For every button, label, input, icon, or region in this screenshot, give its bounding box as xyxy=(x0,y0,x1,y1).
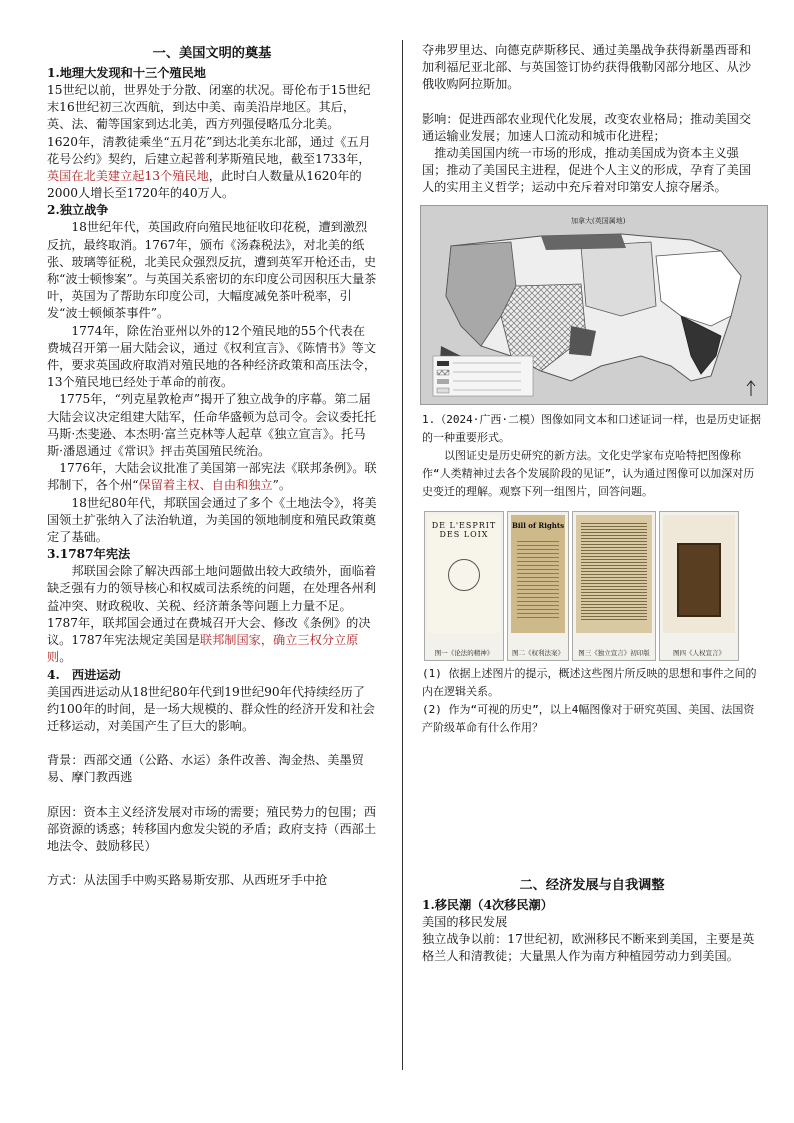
section1-title: 一、美国文明的奠基 xyxy=(152,46,272,61)
text: 邦联国会除了解决西部土地问题做出较大政绩外，面临着缺乏强有力的领导核心和权威司法系统的问题，在处理各州利益冲突、财政税收、关税、经济萧条等问题上力量不足。1787年，联邦国会通过在费城召开大会、修改《条例》的决议。1787年宪法规定美国是 xyxy=(47,564,377,648)
declaration-text-lines xyxy=(581,521,647,621)
text: 。 xyxy=(59,650,72,665)
parchment-text-lines xyxy=(517,538,559,618)
paragraph-immigration-detail: 独立战争以前：17世纪初，欧洲移民不断来到美国，主要是英格兰人和清教徒；大量黑人作为南方种植园劳动力到美国。 xyxy=(422,931,755,964)
highlight-sovereignty: 保留着主权、自由和独立 xyxy=(138,478,273,493)
highlight-13-colonies: 英国在北美建立起13个殖民地 xyxy=(47,169,209,184)
paragraph-mayflower xyxy=(47,134,377,203)
subheading-independence-war: 2.独立战争 xyxy=(47,203,109,218)
question-2: (2) 作为“可视的历史”，以上4幅图像对于研究英国、美国、法国资产阶级革命有什么作用？ xyxy=(422,702,755,734)
image-group xyxy=(424,511,762,661)
image-spirit-of-laws xyxy=(424,511,504,661)
highlight-federal: 联邦制国家，确立三权分立原则 xyxy=(47,633,359,665)
paragraph-reasons: 原因：资本主义经济发展对市场的需要；殖民势力的包围；西部资源的诱惑；转移国内愈发尖锐的矛盾；政府支持（西部土地法令、鼓励移民） xyxy=(47,804,377,853)
paragraph-influence-a: 影响：促进西部农业现代化发展，改变农业格局；推动美国交通运输业发展；加速人口流动和城市化进程； xyxy=(422,111,752,143)
book-title: DE L'ESPRIT DES LOIX xyxy=(431,520,497,539)
parchment-title: Bill of Rights xyxy=(511,520,565,530)
map-label-canada: 加拿大(英国属地) xyxy=(571,216,626,225)
paragraph-territory: 夺弗罗里达、向德克萨斯移民、通过美墨战争获得新墨西哥和加利福尼亚北部、与英国签订协约获得俄勒冈部分地区、从沙俄收购阿拉斯加。 xyxy=(422,43,752,92)
paragraph-constitution xyxy=(47,563,377,666)
question-1: (1) 依据上述图片的提示，概述这些图片所反映的思想和事件之间的内在逻辑关系。 xyxy=(422,666,757,698)
caption-pic4: 图四《人权宣言》 xyxy=(673,648,725,657)
question-intro: 1.（2024·广西·二模）图像如同文本和口述证词一样，也是历史证据的一种重要形式。 xyxy=(422,412,761,444)
paragraph-immigration-title: 美国的移民发展 xyxy=(422,914,508,929)
caption-pic1: 图一《论法的精神》 xyxy=(434,648,494,657)
territorial-expansion-map xyxy=(420,205,768,405)
emblem-icon xyxy=(448,559,480,591)
subheading-westward: 4. 西进运动 xyxy=(47,667,121,682)
paragraph-methods: 方式：从法国手中购买路易斯安那、从西班牙手中抢 xyxy=(47,873,328,888)
paragraph-westward: 美国西进运动从18世纪80年代到19世纪90年代持续经历了约100年的时间，是一场大规模的、群众性的经济开发和社会迁移运动，对美国产生了巨大的影响。 xyxy=(47,684,375,733)
image-bill-of-rights xyxy=(507,511,569,661)
paragraph-lexington: 1775年，“列克星敦枪声”揭开了独立战争的序幕。第二届大陆会议决定组建大陆军，任命华盛顿为总司令。会议委托托马斯·杰斐逊、本杰明·富兰克林等人起草《独立宣言》。托马斯·潘恩通过《常识》抨击英国殖民统治。 xyxy=(47,392,377,459)
declaration-document xyxy=(576,515,652,633)
paragraph-discovery: 15世纪以前，世界处于分散、闭塞的状况。哥伦布于15世纪末16世纪初三次西航，到达中美、南美沿岸地区。其后，英、法、葡等国家到达北美，西方列强侵略瓜分北美。 xyxy=(47,83,371,132)
text: 1776年，大陆会议批准了美国第一部宪法《联邦条例》。联邦制下，各个州“ xyxy=(47,461,377,493)
caption-pic3: 图三《独立宣言》初印版 xyxy=(578,648,650,657)
paragraph-background: 背景：西部交通（公路、水运）条件改善、淘金热、美墨贸易、摩门教西逃 xyxy=(47,753,364,785)
subheading-constitution: 3.1787年宪法 xyxy=(47,547,131,562)
paragraph-articles xyxy=(47,460,377,494)
map-graphic xyxy=(421,206,767,404)
section2 xyxy=(422,877,762,966)
text: ，此时白人数量从1620年的2000人增长至1720年的40万人。 xyxy=(47,169,362,201)
rights-tablet xyxy=(663,515,735,633)
image-declaration-rights xyxy=(659,511,739,661)
paragraph-stamp-tax: 18世纪年代，英国政府向殖民地征收印花税，遭到激烈反抗，最终取消。1767年，颁布《汤森税法》，对北美的纸张、玻璃等征税，北美民众强烈反抗，遭到英军开枪还击，史称“波士顿惨案”。与英国关系密切的东印度公司因积压大量茶叶，英国为了帮助东印度公司，大幅度减免茶叶税率，引发“波士顿倾茶事件”。 xyxy=(47,220,377,321)
paragraph-continental-congress: 1774年，除佐治亚州以外的12个殖民地的55个代表在费城召开第一届大陆会议，通过《权利宣言》、《陈情书》等文件，要求英国政府取消对殖民地的各种经济政策和高压法令，13个殖民地已经处于革命的前夜。 xyxy=(47,323,377,390)
text: ”。 xyxy=(272,478,292,493)
image-declaration xyxy=(572,511,656,661)
question-passage: 以图证史是历史研究的新方法。文化史学家布克哈特把图像称作“人类精神过去各个发展阶段的见证”，认为通过图像可以加深对历史变迁的理解。观察下列一组图片，回答问题。 xyxy=(422,448,755,498)
subheading-colonies: 1.地理大发现和十三个殖民地 xyxy=(47,66,206,80)
parchment xyxy=(511,515,565,633)
text: 1620年，清教徒乘坐“五月花”到达北美东北部，通过《五月花号公约》契约，后建立起普利茅斯殖民地，截至1733年， xyxy=(47,134,371,166)
right-column xyxy=(422,42,762,965)
caption-pic2: 图二《权利法案》 xyxy=(512,648,564,657)
paragraph-land-ordinance: 18世纪80年代，邦联国会通过了多个《土地法令》，将美国领土扩张纳入了法治轨道，为美国的领地制度和殖民政策奠定了基础。 xyxy=(47,495,377,545)
column-divider xyxy=(402,40,403,1070)
paragraph-influence-b: 推动美国国内统一市场的形成，推动美国成为资本主义强国；推动了美国民主进程，促进个人主义的形成，孕育了美国人的实用主义哲学；运动中充斥着对印第安人掠夺屠杀。 xyxy=(422,146,752,195)
tablet-graphic xyxy=(677,543,721,617)
book-cover xyxy=(428,515,500,633)
section2-title: 二、经济发展与自我调整 xyxy=(519,877,665,893)
left-column xyxy=(47,42,377,889)
subheading-immigration: 1.移民潮（4次移民潮） xyxy=(422,897,553,912)
